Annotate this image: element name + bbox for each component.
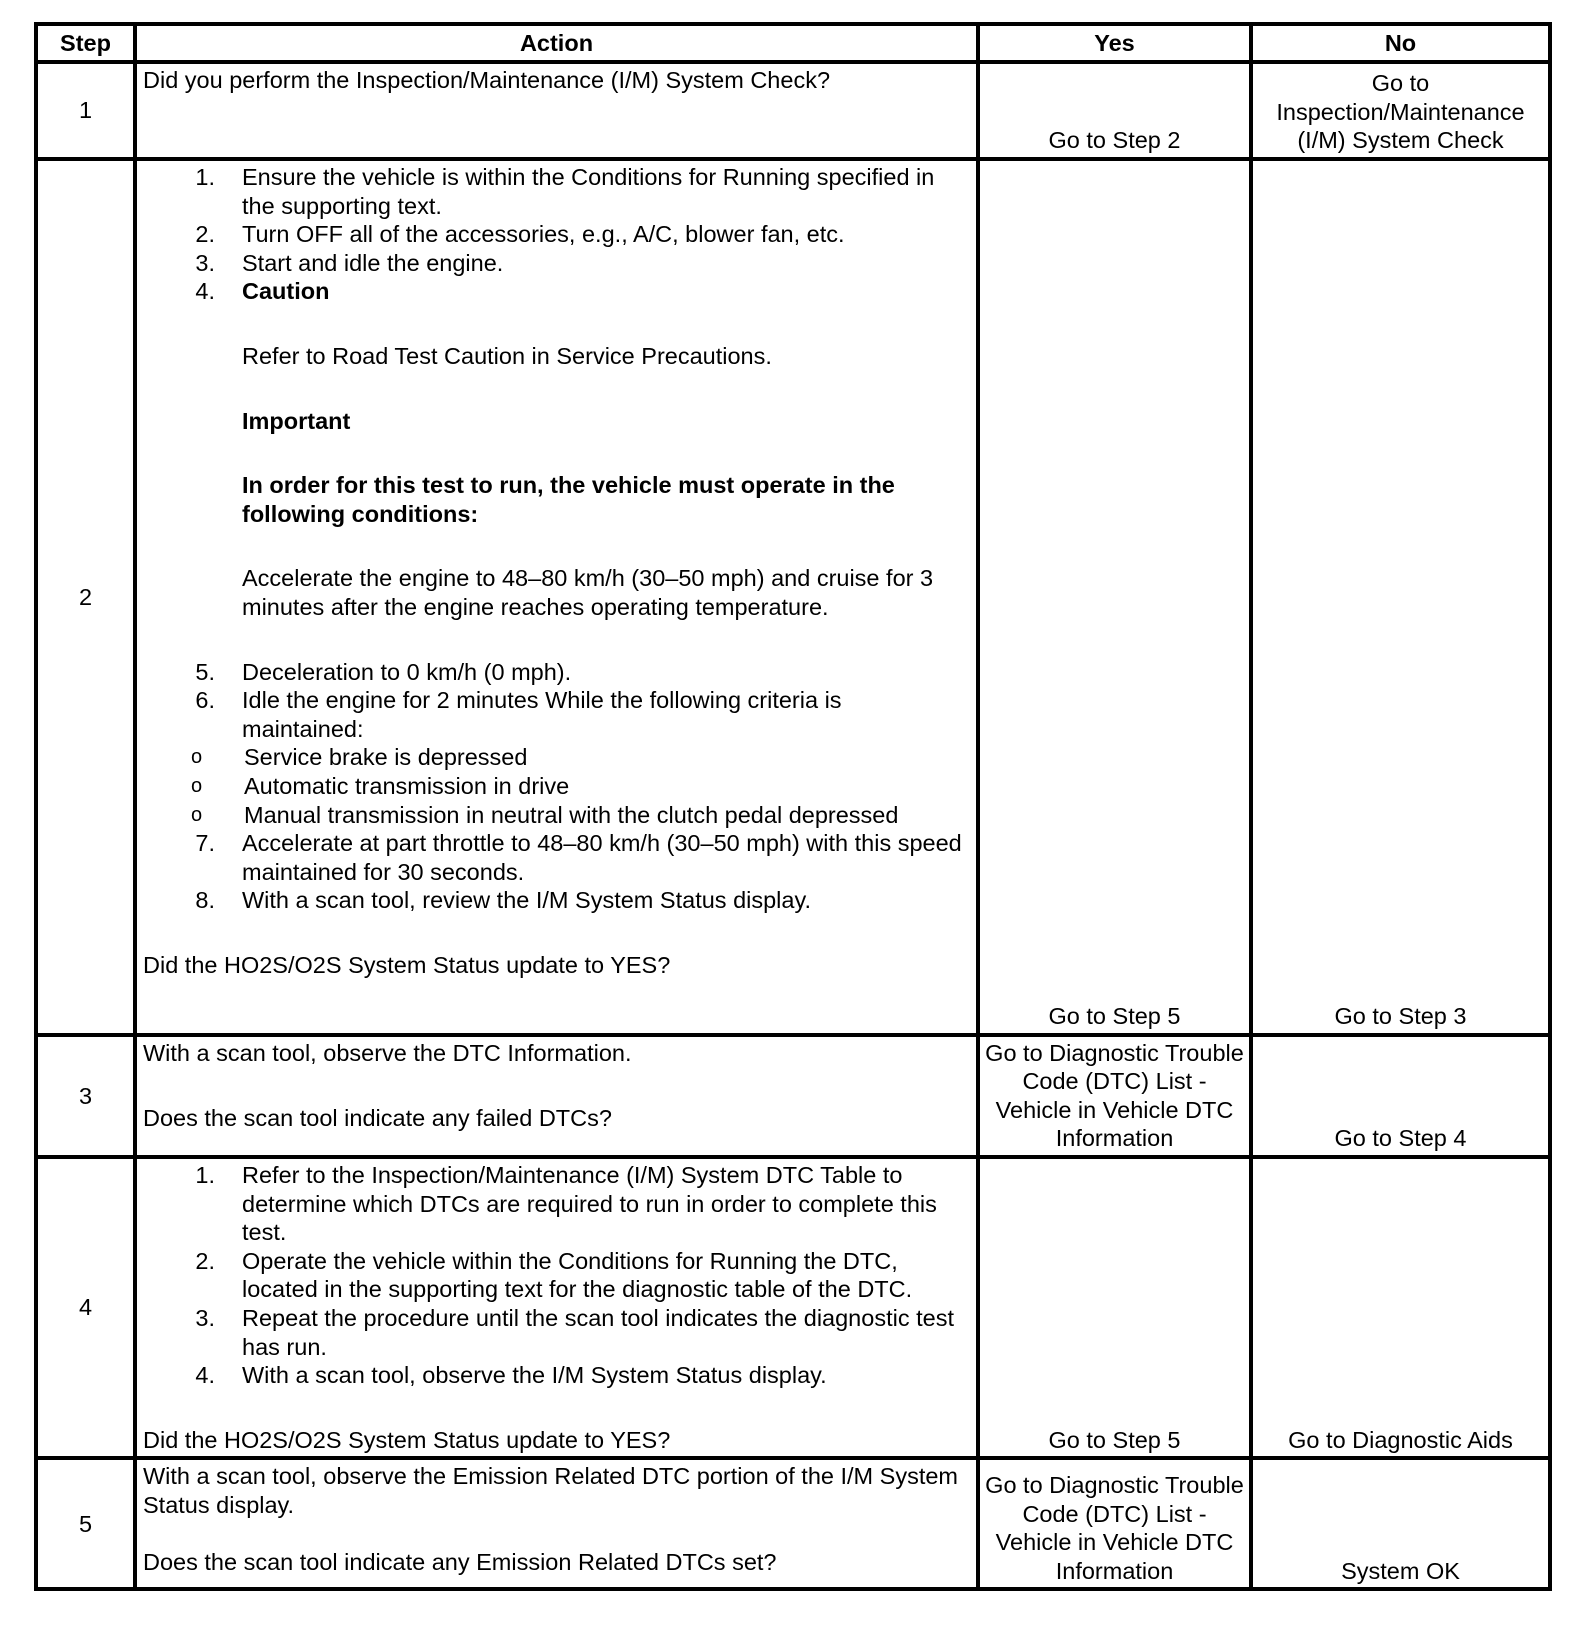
list-item <box>143 658 968 687</box>
procedure-list <box>143 1161 968 1390</box>
item-number: 4. <box>195 1362 215 1389</box>
bullet-icon: o <box>191 774 203 797</box>
no-result-text: Go to Inspection/Maintenance (I/M) System Check <box>1276 70 1525 154</box>
table-row <box>36 159 1550 1035</box>
yes-result: Go to Step 5 <box>978 1157 1251 1458</box>
table-row <box>36 1157 1550 1458</box>
step-number: 5 <box>36 1458 135 1589</box>
header-action: Action <box>135 24 978 62</box>
no-result: Go to Diagnostic Aids <box>1251 1157 1550 1458</box>
item-number: 7. <box>195 830 215 857</box>
list-item <box>143 1361 968 1390</box>
instruction: With a scan tool, observe the DTC Information. <box>143 1040 632 1066</box>
no-result <box>1251 62 1550 159</box>
item-text: Repeat the procedure until the scan tool indicates the diagnostic test has run. <box>242 1304 954 1360</box>
list-item <box>143 220 968 249</box>
item-text: Ensure the vehicle is within the Conditions for Running specified in the supporting text. <box>242 164 935 219</box>
yes-result: Go to Step 5 <box>978 159 1251 1035</box>
item-number: 2. <box>195 221 215 248</box>
list-item <box>143 886 968 915</box>
bullet-icon: o <box>191 803 203 826</box>
procedure-list-continued <box>143 829 968 915</box>
table-row <box>36 62 1550 159</box>
no-result: Go to Step 3 <box>1251 159 1550 1035</box>
item-text: Operate the vehicle within the Conditions for Running the DTC, located in the supporting text for the diagnostic table of the DTC. <box>242 1247 913 1303</box>
diagnostic-table <box>34 22 1552 1591</box>
list-item <box>143 1161 968 1247</box>
item-number: 6. <box>195 687 215 714</box>
action-cell <box>135 1035 978 1157</box>
header-row <box>36 24 1550 62</box>
item-number: 5. <box>195 658 215 685</box>
item-text: Refer to the Inspection/Maintenance (I/M) System DTC Table to determine which DTCs are required to run in order to complete this test. <box>242 1162 937 1246</box>
table-row <box>36 1458 1550 1589</box>
procedure-list <box>143 163 968 743</box>
item-text: Turn OFF all of the accessories, e.g., A/C, blower fan, etc. <box>242 221 845 248</box>
no-result: Go to Step 4 <box>1251 1035 1550 1157</box>
caution-title: Caution <box>242 278 330 305</box>
item-text: Accelerate at part throttle to 48–80 km/h (30–50 mph) with this speed maintained for 30 seconds. <box>242 830 962 885</box>
list-item <box>143 277 968 657</box>
list-item <box>143 249 968 278</box>
item-text: Start and idle the engine. <box>242 249 504 276</box>
header-step: Step <box>36 24 135 62</box>
criteria-list <box>143 743 968 829</box>
item-number: 4. <box>195 278 215 305</box>
list-item <box>143 1247 968 1304</box>
yes-result: Go to Diagnostic Trouble Code (DTC) List - Vehicle in Vehicle DTC Information <box>978 1458 1251 1589</box>
question: Did the HO2S/O2S System Status update to YES? <box>143 1426 671 1453</box>
accelerate-text: Accelerate the engine to 48–80 km/h (30–50 mph) and cruise for 3 minutes after the engine reaches operating temperature. <box>242 565 934 620</box>
item-number: 1. <box>195 1162 215 1188</box>
criteria-text: Manual transmission in neutral with the clutch pedal depressed <box>244 801 899 828</box>
action-cell <box>135 62 978 159</box>
criteria-item <box>143 801 968 830</box>
step-number: 3 <box>36 1035 135 1157</box>
header-no: No <box>1251 24 1550 62</box>
important-text: In order for this test to run, the vehicle must operate in the following conditions: <box>242 472 895 527</box>
item-text: Idle the engine for 2 minutes While the following criteria is maintained: <box>242 687 842 742</box>
item-text: With a scan tool, observe the I/M System Status display. <box>242 1362 827 1389</box>
no-result: System OK <box>1251 1458 1550 1589</box>
yes-result: Go to Diagnostic Trouble Code (DTC) List - Vehicle in Vehicle DTC Information <box>978 1035 1251 1157</box>
list-item <box>143 163 968 220</box>
caution-text: Refer to Road Test Caution in Service Precautions. <box>242 342 772 369</box>
header-yes: Yes <box>978 24 1251 62</box>
question: Does the scan tool indicate any failed DTCs? <box>143 1104 612 1131</box>
table-row <box>36 1035 1550 1157</box>
item-number: 2. <box>195 1247 215 1274</box>
list-item <box>143 1304 968 1361</box>
item-number: 8. <box>195 887 215 914</box>
step-number: 2 <box>36 159 135 1035</box>
list-item <box>143 686 968 743</box>
action-cell <box>135 159 978 1035</box>
question: Did the HO2S/O2S System Status update to YES? <box>143 951 671 978</box>
important-title: Important <box>242 407 351 434</box>
item-text: With a scan tool, review the I/M System Status display. <box>242 887 812 914</box>
item-number: 3. <box>195 249 215 276</box>
question: Does the scan tool indicate any Emission Related DTCs set? <box>143 1548 777 1575</box>
step-number: 4 <box>36 1157 135 1458</box>
instruction: With a scan tool, observe the Emission Related DTC portion of the I/M System Status display. <box>143 1463 959 1518</box>
step-number: 1 <box>36 62 135 159</box>
item-number: 1. <box>195 164 215 190</box>
question: Did you perform the Inspection/Maintenance (I/M) System Check? <box>143 67 831 93</box>
criteria-text: Service brake is depressed <box>244 744 528 771</box>
list-item <box>143 829 968 886</box>
bullet-icon: o <box>191 746 203 769</box>
item-number: 3. <box>195 1304 215 1331</box>
criteria-item <box>143 743 968 772</box>
criteria-item <box>143 772 968 801</box>
item-text: Deceleration to 0 km/h (0 mph). <box>242 658 572 685</box>
yes-result: Go to Step 2 <box>978 62 1251 159</box>
action-cell <box>135 1157 978 1458</box>
action-cell <box>135 1458 978 1589</box>
criteria-text: Automatic transmission in drive <box>244 772 570 799</box>
